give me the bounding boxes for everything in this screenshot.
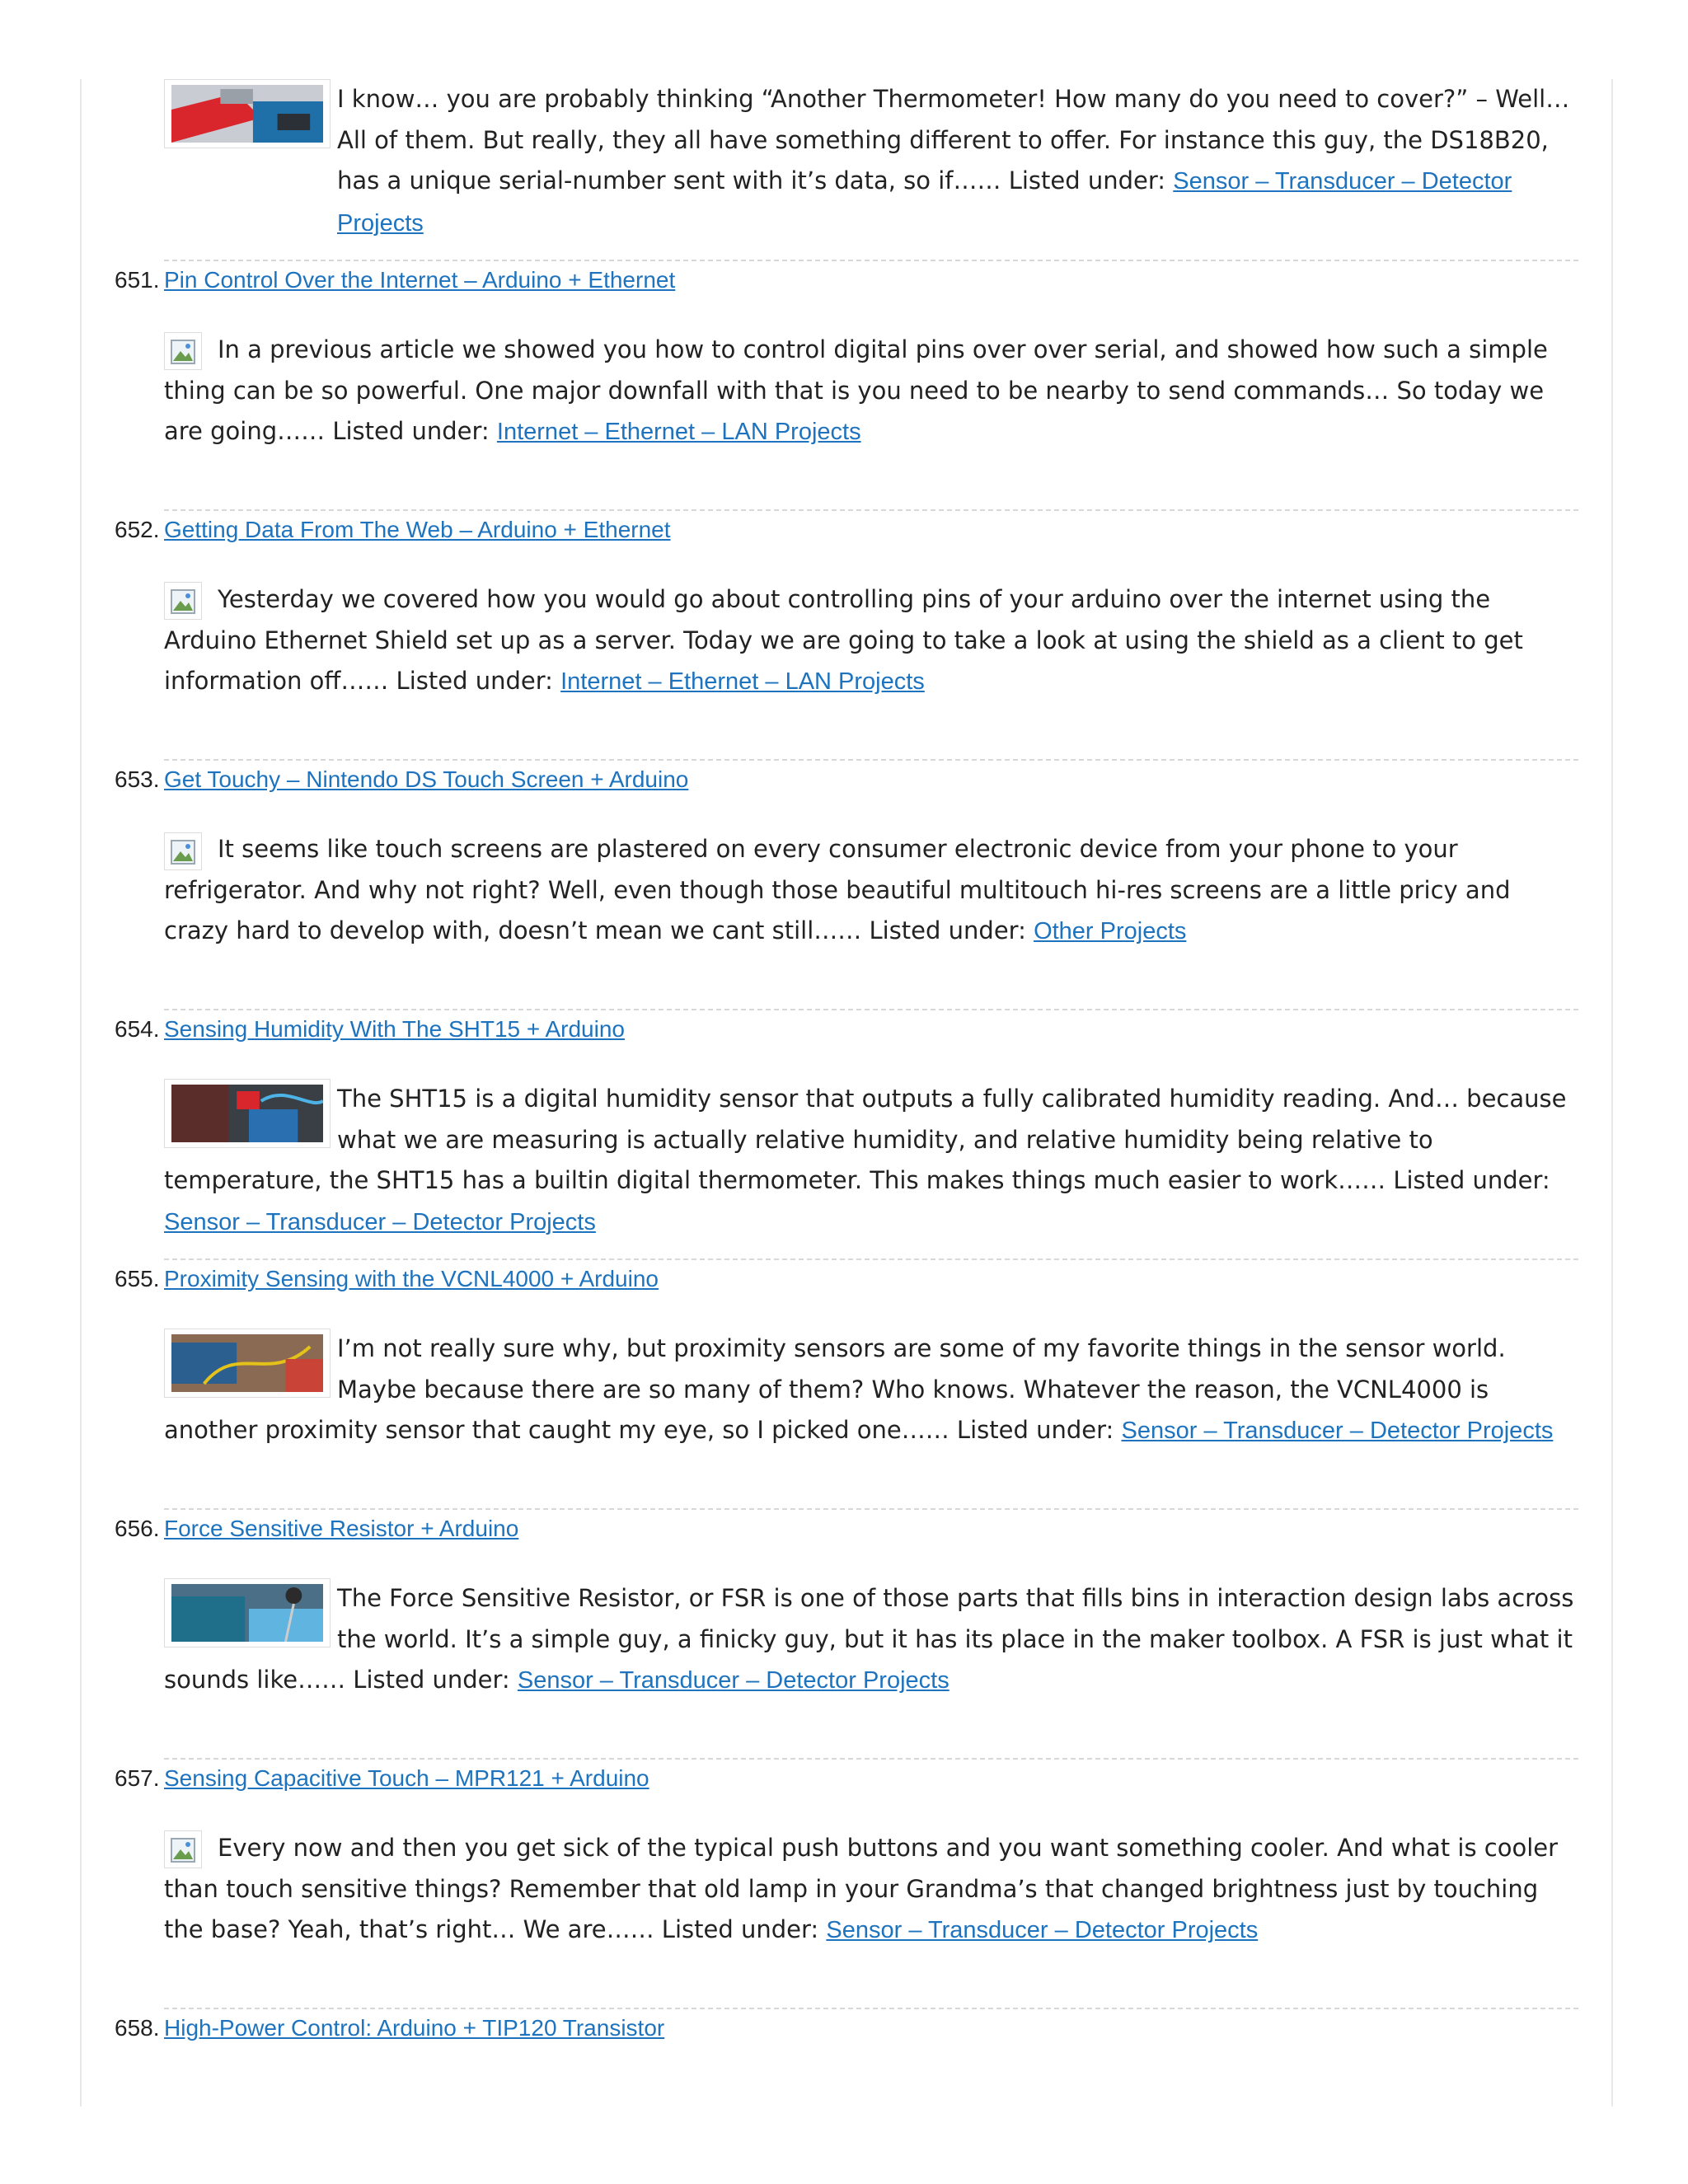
item-text: The Force Sensitive Resistor, or FSR is one of those parts that fills bins in interaction design labs across the world. It’s a simple guy, a finicky guy, but it has its place in the maker toolbox. A FSR is just what it sounds like…… Listed under: — [164, 1584, 1574, 1694]
item-description-652 — [164, 579, 1582, 703]
item-text: I’m not really sure why, but proximity sensors are some of my favorite things in the sensor world. Maybe because there are so many of them? Who knows. Whatever the reason, the VCNL4000 is another proximity sensor that caught my eye, so I picked one…… Listed under: — [164, 1334, 1506, 1444]
item-title-link[interactable]: Force Sensitive Resistor + Arduino — [164, 1516, 519, 1541]
item-number: 656. — [115, 1516, 160, 1541]
item-number: 653. — [115, 766, 160, 792]
item-category-link[interactable]: Other Projects — [1034, 918, 1187, 944]
item-title-link[interactable]: High-Power Control: Arduino + TIP120 Transistor — [164, 2015, 665, 2041]
item-title-link[interactable]: Sensing Capacitive Touch – MPR121 + Arduino — [164, 1765, 649, 1791]
item-text: Yesterday we covered how you would go about controlling pins of your arduino over the internet using the Arduino Ethernet Shield set up as a server. Today we are going to take a look at using the shield as a client to get information off…… Listed under: — [164, 585, 1523, 695]
separator — [164, 1009, 1578, 1010]
item-category-link[interactable]: Sensor – Transducer – Detector Projects — [164, 1208, 596, 1235]
item-number: 658. — [115, 2015, 160, 2041]
item-number: 651. — [115, 267, 160, 293]
item-description-654 — [164, 1079, 1582, 1243]
separator — [164, 260, 1578, 261]
separator — [164, 759, 1578, 761]
item-number: 657. — [115, 1765, 160, 1791]
item-number: 654. — [115, 1016, 160, 1042]
separator — [164, 1758, 1578, 1760]
item-title-656 — [115, 1512, 518, 1545]
item-title-654 — [115, 1013, 625, 1046]
item-title-link[interactable]: Pin Control Over the Internet – Arduino + Ethernet — [164, 267, 676, 293]
item-number: 655. — [115, 1266, 160, 1291]
item-description-651 — [164, 330, 1582, 453]
item-category-link[interactable]: Sensor – Transducer – Detector Projects — [1121, 1418, 1554, 1444]
item-category-link[interactable]: Internet – Ethernet – LAN Projects — [496, 419, 861, 445]
intro-description — [337, 79, 1582, 244]
item-text: Every now and then you get sick of the typical push buttons and you want something cooler. And what is cooler than touch sensitive things? Remember that old lamp in your Grandma’s that changed brightness just by touching the base? Yeah, that’s right… We are…… Listed under: — [164, 1834, 1559, 1943]
separator — [164, 1508, 1578, 1510]
item-number: 652. — [115, 517, 160, 542]
intro-category-link[interactable]: Sensor – Transducer – Detector Projects — [337, 168, 1512, 237]
item-description-657 — [164, 1828, 1582, 1952]
item-title-link[interactable]: Get Touchy – Nintendo DS Touch Screen + Arduino — [164, 766, 689, 792]
item-description-655 — [164, 1329, 1582, 1452]
separator — [164, 2008, 1578, 2009]
item-title-link[interactable]: Getting Data From The Web – Arduino + Ethernet — [164, 517, 671, 542]
item-title-657 — [115, 1762, 649, 1795]
item-description-656 — [164, 1578, 1582, 1702]
item-title-655 — [115, 1263, 659, 1296]
separator — [164, 1258, 1578, 1260]
item-title-658 — [115, 2012, 664, 2045]
item-title-653 — [115, 763, 688, 796]
arduino-thermometer-thumbnail — [171, 85, 323, 143]
item-title-651 — [115, 264, 675, 297]
item-title-link[interactable]: Sensing Humidity With The SHT15 + Arduino — [164, 1016, 625, 1042]
item-category-link[interactable]: Sensor – Transducer – Detector Projects — [517, 1667, 950, 1694]
item-category-link[interactable]: Sensor – Transducer – Detector Projects — [826, 1917, 1259, 1943]
intro-text: I know… you are probably thinking “Another Thermometer! How many do you need to cover?” – Well… All of them. But really, they all have something different to offer. For instance this guy, the DS18B20, has a unique serial-number sent with it’s data, so if…… Listed under: — [337, 85, 1570, 194]
separator — [164, 509, 1578, 511]
item-title-link[interactable]: Proximity Sensing with the VCNL4000 + Arduino — [164, 1266, 659, 1291]
item-text: The SHT15 is a digital humidity sensor that outputs a fully calibrated humidity reading. And… because what we are measuring is actually relative humidity, and relative humidity being relative to temperature, the SHT15 has a builtin digital thermometer. This makes things much easier to work…… Listed under: — [164, 1085, 1567, 1194]
item-text: In a previous article we showed you how to control digital pins over over serial, and showed how such a simple thing can be so powerful. One major downfall with that is you need to be nearby to send commands… So today we are going…… Listed under: — [164, 335, 1548, 445]
item-title-652 — [115, 513, 671, 546]
intro-thumbnail-image[interactable] — [164, 79, 331, 148]
item-category-link[interactable]: Internet – Ethernet – LAN Projects — [560, 668, 925, 695]
item-text: It seems like touch screens are plastered on every consumer electronic device from your phone to your refrigerator. And why not right? Well, even though those beautiful multitouch hi-res screens are a little pricy and crazy hard to develop with, doesn’t mean we cant still…… Listed under: — [164, 835, 1511, 944]
item-description-653 — [164, 829, 1582, 953]
